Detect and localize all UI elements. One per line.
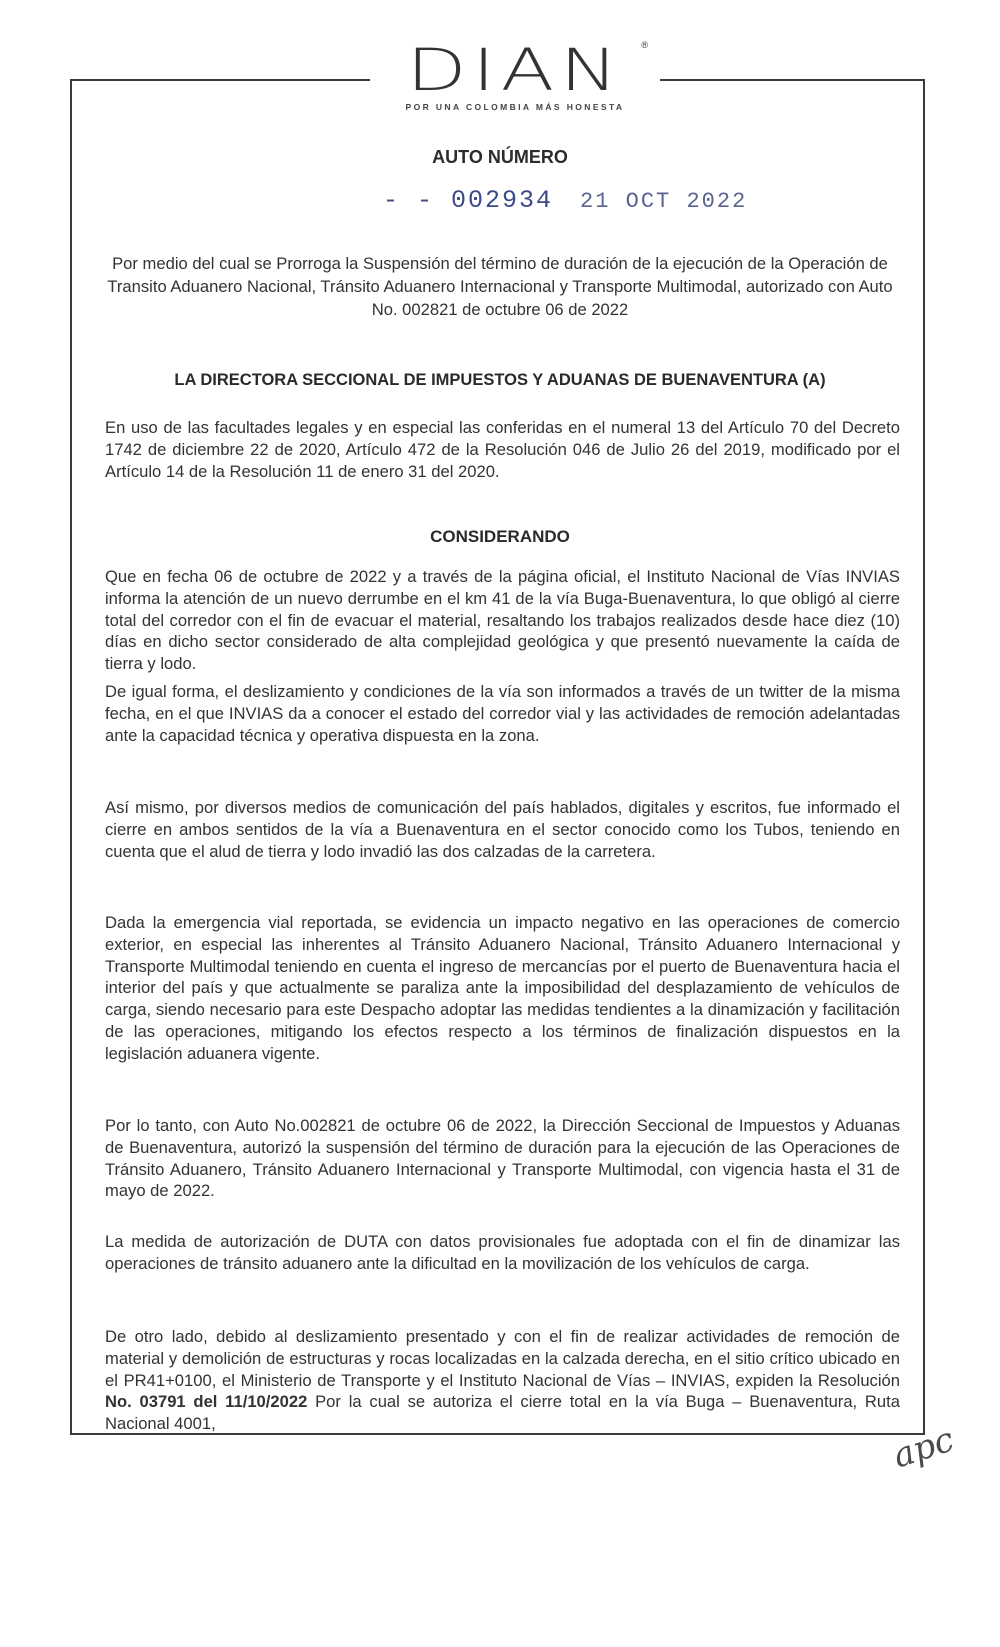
- paragraph-3: Así mismo, por diversos medios de comunicación del país hablados, digitales y escritos, fue informado el cierre en ambos sentidos de la vía a Buenaventura en el sector conocido como los Tubos, teniendo en cuenta que el alud de tierra y lodo invadió las dos calzadas de la carretera.: [105, 798, 900, 861]
- registered-mark: ®: [641, 40, 648, 50]
- paragraph-7-text-b: Por la cual se autoriza el cierre total en la vía Buga – Buenaventura, Ruta Nacional 4001,: [105, 1392, 900, 1434]
- auto-title: AUTO NÚMERO: [432, 147, 568, 167]
- auto-number-stamp: [383, 186, 747, 215]
- logo-wordmark: DIAN: [406, 36, 624, 104]
- dian-logo: [370, 36, 660, 115]
- paragraph-1: Que en fecha 06 de octubre de 2022 y a través de la página oficial, el Instituto Nacional de Vías INVIAS informa la atención de un nuevo derrumbe en el km 41 de la vía Buga-Buenaventura, lo que obligó al cierre total del corredor con el fin de evacuar el material, resaltando los trabajos realizados desde hace diez (10) días en dicho sector considerado de alta complejidad geológica y que presentó nuevamente la caída de tierra y lodo.: [105, 567, 900, 674]
- logo-tagline: POR UNA COLOMBIA MÁS HONESTA: [405, 102, 625, 112]
- paragraph-7: [105, 1326, 900, 1435]
- issuing-authority: LA DIRECTORA SECCIONAL DE IMPUESTOS Y ADUANAS DE BUENAVENTURA (A): [174, 371, 826, 389]
- stamp-date: 21 OCT 2022: [580, 189, 748, 214]
- document-subject: Por medio del cual se Prorroga la Suspensión del término de duración de la ejecución de la Operación de Transito Aduanero Nacional, Tránsito Aduanero Internacional y Transporte Multimodal, autorizado con Auto No. 002821 de octubre 06 de 2022: [107, 254, 893, 319]
- paragraph-5: Por lo tanto, con Auto No.002821 de octubre 06 de 2022, la Dirección Seccional de Impuestos y Aduanas de Buenaventura, autorizó la suspensión del término de duración para la ejecución de las Operaciones de Tránsito Aduanero, Tránsito Aduanero Internacional y Transporte Multimodal, con vigencia hasta el 31 de mayo de 2022.: [105, 1116, 900, 1201]
- paragraph-6: La medida de autorización de DUTA con datos provisionales fue adoptada con el fin de dinamizar las operaciones de tránsito aduanero ante la dificultad en la movilización de los vehículos de carga.: [105, 1232, 900, 1273]
- legal-basis: En uso de las facultades legales y en especial las conferidas en el numeral 13 del Artículo 70 del Decreto 1742 de diciembre 22 de 2020, Artículo 472 de la Resolución 046 de Julio 26 del 2019, modificado por el Artículo 14 de la Resolución 11 de enero 31 del 2020.: [105, 418, 900, 481]
- resolution-reference: No. 03791 del 11/10/2022: [105, 1392, 308, 1412]
- paragraph-2: De igual forma, el deslizamiento y condiciones de la vía son informados a través de un twitter de la misma fecha, en el que INVIAS da a conocer el estado del corredor vial y las actividades de remoción adelantadas ante la capacidad técnica y operativa dispuesta en la zona.: [105, 682, 900, 745]
- paragraph-7-text-a: De otro lado, debido al deslizamiento presentado y con el fin de realizar actividades de remoción de material y demolición de estructuras y rocas localizadas en la calzada derecha, en el sitio crítico ubicado en el PR41+0100, el Ministerio de Transporte y el Instituto Nacional de Vías – INVIAS, expiden la Resolución: [105, 1327, 900, 1390]
- paragraph-4: Dada la emergencia vial reportada, se evidencia un impacto negativo en las operaciones de comercio exterior, en especial las inherentes al Tránsito Aduanero Nacional, Tránsito Aduanero Internacional y Transporte Multimodal teniendo en cuenta el ingreso de mercancías por el puerto de Buenaventura hacia el interior del país y que actualmente se paraliza ante la imposibilidad del desplazamiento de vehículos de carga, siendo necesario para este Despacho adoptar las medidas tendientes a la dinamización y facilitación de las operaciones, mitigando los efectos respecto a los términos de finalización dispuestos en la legislación aduanera vigente.: [105, 913, 900, 1063]
- handwritten-initials: apc: [888, 1419, 959, 1477]
- stamp-number: - - 002934: [383, 186, 554, 215]
- considerando-heading: CONSIDERANDO: [430, 527, 570, 546]
